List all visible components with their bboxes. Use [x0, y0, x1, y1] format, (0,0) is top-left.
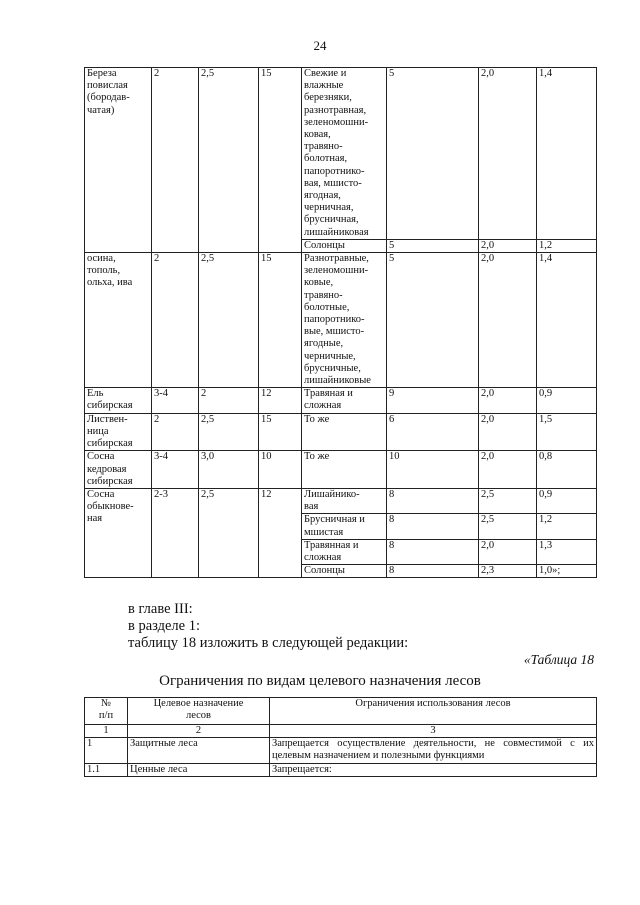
value-cell: 0,8	[537, 451, 597, 489]
value-cell: 2,0	[479, 413, 537, 451]
instruction-chapter: в главе III:	[128, 601, 193, 617]
value-cell: 5	[387, 253, 479, 388]
value-cell: 1,2	[537, 514, 597, 539]
table-row	[85, 68, 597, 240]
forest-purpose-restrictions-table	[84, 697, 597, 777]
species-cell: Береза повислая (бородав- чатая)	[85, 68, 152, 253]
value-cell: 1,0»;	[537, 565, 597, 578]
species-norms-table	[84, 67, 597, 578]
table-row	[85, 253, 597, 388]
value-cell: 3-4	[152, 388, 199, 413]
value-cell: 15	[259, 253, 302, 388]
table-row	[85, 763, 597, 776]
value-cell: 15	[259, 413, 302, 451]
value-cell: 9	[387, 388, 479, 413]
value-cell: 3,0	[199, 451, 259, 489]
value-cell: 8	[387, 514, 479, 539]
species-cell: Сосна обыкнове- ная	[85, 488, 152, 577]
value-cell: 1,2	[537, 239, 597, 252]
value-cell: 2,0	[479, 239, 537, 252]
table-index-row	[85, 725, 597, 738]
value-cell: 2,5	[479, 514, 537, 539]
row-number: 1	[85, 738, 128, 763]
species-cell: Ель сибирская	[85, 388, 152, 413]
value-cell: 10	[259, 451, 302, 489]
value-cell: 2,0	[479, 539, 537, 564]
value-cell: 12	[259, 388, 302, 413]
species-cell: Листвен- ница сибирская	[85, 413, 152, 451]
index-cell: 1	[85, 725, 128, 738]
header-purpose: Целевое назначение лесов	[128, 698, 270, 725]
value-cell: 1,3	[537, 539, 597, 564]
value-cell: 2,0	[479, 253, 537, 388]
value-cell: 2,5	[199, 413, 259, 451]
value-cell: 2,5	[199, 253, 259, 388]
value-cell: 1,4	[537, 253, 597, 388]
value-cell: 2,0	[479, 451, 537, 489]
row-purpose: Ценные леса	[128, 763, 270, 776]
value-cell: 0,9	[537, 388, 597, 413]
forest-type-cell: Лишайнико- вая	[302, 488, 387, 513]
index-cell: 2	[128, 725, 270, 738]
value-cell: 2,3	[479, 565, 537, 578]
table-row	[85, 488, 597, 513]
forest-type-cell: Травянная и сложная	[302, 539, 387, 564]
row-restriction: Запрещается:	[270, 763, 597, 776]
value-cell: 2	[199, 388, 259, 413]
value-cell: 2-3	[152, 488, 199, 577]
value-cell: 2	[152, 413, 199, 451]
forest-type-cell: Солонцы	[302, 239, 387, 252]
forest-type-cell: Брусничная и мшистая	[302, 514, 387, 539]
table-row	[85, 413, 597, 451]
forest-type-cell: Свежие и влажные березняки, разнотравная, зеленомошни- ковая, травяно- болотная, папоротнико- вая, мшисто- ягодная, черничная, брусничная, лишайниковая	[302, 68, 387, 240]
table-row	[85, 451, 597, 489]
row-restriction: Запрещается осуществление деятельности, не совместимой с их целевым назначением и полезными функциями	[270, 738, 597, 763]
table-header-row	[85, 698, 597, 725]
forest-type-cell: Разнотравные, зеленомошни- ковые, травяно- болотные, папоротнико- вые, мшисто- ягодные, черничные, брусничные, лишайниковые	[302, 253, 387, 388]
row-purpose: Защитные леса	[128, 738, 270, 763]
value-cell: 0,9	[537, 488, 597, 513]
value-cell: 2	[152, 68, 199, 253]
forest-type-cell: Травяная и сложная	[302, 388, 387, 413]
instruction-table: таблицу 18 изложить в следующей редакции:	[128, 635, 409, 651]
value-cell: 6	[387, 413, 479, 451]
table-row	[85, 738, 597, 763]
value-cell: 5	[387, 239, 479, 252]
table-row	[85, 388, 597, 413]
value-cell: 2,5	[199, 68, 259, 253]
header-number: № п/п	[85, 698, 128, 725]
value-cell: 12	[259, 488, 302, 577]
value-cell: 5	[387, 68, 479, 240]
value-cell: 2	[152, 253, 199, 388]
value-cell: 2,0	[479, 388, 537, 413]
forest-type-cell: То же	[302, 413, 387, 451]
value-cell: 10	[387, 451, 479, 489]
index-cell: 3	[270, 725, 597, 738]
value-cell: 15	[259, 68, 302, 253]
page-number: 24	[313, 38, 327, 53]
header-restrictions: Ограничения использования лесов	[270, 698, 597, 725]
value-cell: 2,0	[479, 68, 537, 240]
instruction-section: в разделе 1:	[128, 618, 201, 634]
value-cell: 8	[387, 539, 479, 564]
value-cell: 8	[387, 565, 479, 578]
table-title: Ограничения по видам целевого назначения лесов	[159, 673, 481, 689]
table-reference: «Таблица 18	[523, 652, 594, 667]
value-cell: 2,5	[479, 488, 537, 513]
species-cell: Сосна кедровая сибирская	[85, 451, 152, 489]
value-cell: 1,5	[537, 413, 597, 451]
value-cell: 2,5	[199, 488, 259, 577]
row-number: 1.1	[85, 763, 128, 776]
value-cell: 1,4	[537, 68, 597, 240]
species-cell: осина, тополь, ольха, ива	[85, 253, 152, 388]
forest-type-cell: Солонцы	[302, 565, 387, 578]
value-cell: 3-4	[152, 451, 199, 489]
value-cell: 8	[387, 488, 479, 513]
forest-type-cell: То же	[302, 451, 387, 489]
